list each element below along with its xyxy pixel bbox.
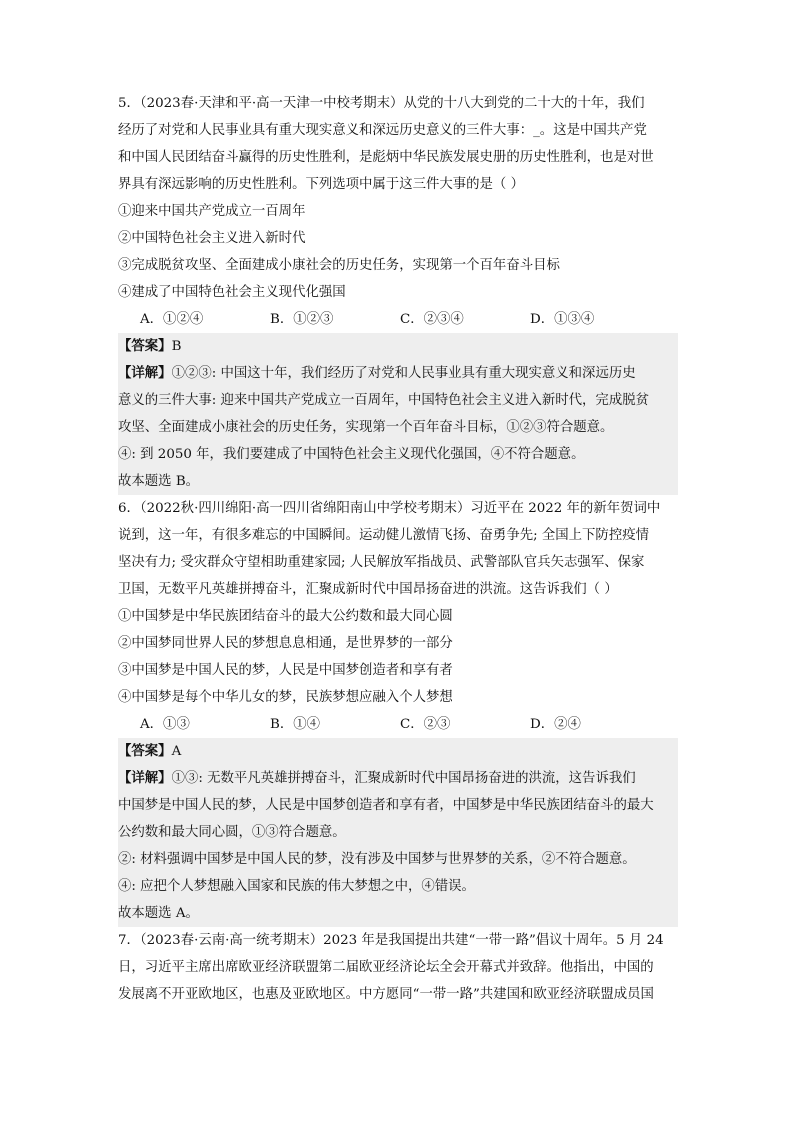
question-6 xyxy=(118,495,678,927)
explain-line: 中国梦是中国人民的梦，人民是中国梦创造者和享有者，中国梦是中华民族团结奋斗的最大 xyxy=(118,798,654,813)
question-stem-line: 6．（2022秋·四川绵阳·高一四川省绵阳南山中学校考期末）习近平在 2022 年的新年贺词中 xyxy=(118,501,661,516)
question-stem-line: 卫国，无数平凡英雄拼搏奋斗，汇聚成新时代中国昂扬奋进的洪流。这告诉我们（ ） xyxy=(118,582,618,597)
statement-item: ③完成脱贫攻坚、全面建成小康社会的历史任务，实现第一个百年奋斗目标 xyxy=(118,258,560,273)
explain-line xyxy=(118,360,678,387)
option-b: B．①④ xyxy=(270,717,321,732)
explain-line: 故本题选 A。 xyxy=(118,906,199,921)
question-stem-line: 5．（2023春·天津和平·高一天津一中校考期末）从党的十八大到党的二十大的十年，我们 xyxy=(118,96,645,111)
statement-item: ④建成了中国特色社会主义现代化强国 xyxy=(118,285,346,300)
option-d: D．①③④ xyxy=(530,312,595,327)
answer-block xyxy=(118,333,678,495)
statement-item: ①迎来中国共产党成立一百周年 xyxy=(118,204,306,219)
statement-item: ③中国梦是中国人民的梦，人民是中国梦创造者和享有者 xyxy=(118,663,453,678)
explain-tag: 【详解】 xyxy=(118,770,172,786)
question-stem-line: 说到，这一年，有很多难忘的中国瞬间。运动健儿激情飞扬、奋勇争先; 全国上下防控疫情 xyxy=(118,528,649,543)
option-a: A．①③ xyxy=(140,717,190,732)
option-d: D．②④ xyxy=(530,717,581,732)
statement-item: ④中国梦是每个中华儿女的梦，民族梦想应融入个人梦想 xyxy=(118,690,453,705)
explain-line: 攻坚、全面建成小康社会的历史任务，实现第一个百年奋斗目标，①②③符合题意。 xyxy=(118,420,614,435)
answer-tag: 【答案】 xyxy=(118,743,172,759)
option-a: A．①②④ xyxy=(140,312,204,327)
question-stem-line: 7．（2023春·云南·高一统考期末）2023 年是我国提出共建“一带一路”倡议十周年。5 月 24 xyxy=(118,933,664,948)
answer-line xyxy=(118,738,678,765)
question-stem-line: 经历了对党和人民事业具有重大现实意义和深远历史意义的三件大事：_。这是中国共产党 xyxy=(118,123,647,138)
answer-value: A xyxy=(171,744,182,759)
explain-line xyxy=(118,765,678,792)
explain-line: ④: 应把个人梦想融入国家和民族的伟大梦想之中，④错误。 xyxy=(118,879,475,894)
explain-line: 故本题选 B。 xyxy=(118,474,200,489)
answer-line xyxy=(118,333,678,360)
explain-line: ④: 到 2050 年，我们要建成了中国特色社会主义现代化强国，④不符合题意。 xyxy=(118,447,585,462)
option-c: C．②③ xyxy=(400,717,451,732)
explain-line: 意义的三件大事: 迎来中国共产党成立一百周年，中国特色社会主义进入新时代，完成脱贫 xyxy=(118,393,649,408)
explain-line: 公约数和最大同心圆，①③符合题意。 xyxy=(118,825,346,840)
answer-value: B xyxy=(171,339,182,354)
explain-tag: 【详解】 xyxy=(118,365,172,381)
answer-block xyxy=(118,738,678,927)
answer-tag: 【答案】 xyxy=(118,338,172,354)
answer-options xyxy=(118,306,678,333)
statement-item: ②中国梦同世界人民的梦想息息相通，是世界梦的一部分 xyxy=(118,636,453,651)
explain-text: ①②③: 中国这十年，我们经历了对党和人民事业具有重大现实意义和深远历史 xyxy=(171,366,636,381)
statement-item: ②中国特色社会主义进入新时代 xyxy=(118,231,306,246)
document-content xyxy=(118,90,678,1008)
question-stem-line: 发展离不开亚欧地区，也惠及亚欧地区。中方愿同“一带一路”共建国和欧亚经济联盟成员国 xyxy=(118,987,654,1002)
question-7 xyxy=(118,927,678,1008)
statement-item: ①中国梦是中华民族团结奋斗的最大公约数和最大同心圆 xyxy=(118,609,453,624)
explain-line: ②: 材料强调中国梦是中国人民的梦，没有涉及中国梦与世界梦的关系，②不符合题意。 xyxy=(118,852,636,867)
answer-options xyxy=(118,711,678,738)
explain-text: ①③: 无数平凡英雄拼搏奋斗，汇聚成新时代中国昂扬奋进的洪流，这告诉我们 xyxy=(171,771,636,786)
question-5 xyxy=(118,90,678,495)
option-b: B．①②③ xyxy=(270,312,334,327)
question-stem-line: 界具有深远影响的历史性胜利。下列选项中属于这三件大事的是（ ） xyxy=(118,177,524,192)
question-stem-line: 坚决有力; 受灾群众守望相助重建家园; 人民解放军指战员、武警部队官兵矢志强军、保家 xyxy=(118,555,645,570)
question-stem-line: 日，习近平主席出席欧亚经济联盟第二届欧亚经济论坛全会开幕式并致辞。他指出，中国的 xyxy=(118,960,654,975)
question-stem-line: 和中国人民团结奋斗赢得的历史性胜利，是彪炳中华民族发展史册的历史性胜利，也是对世 xyxy=(118,150,654,165)
option-c: C．②③④ xyxy=(400,312,464,327)
